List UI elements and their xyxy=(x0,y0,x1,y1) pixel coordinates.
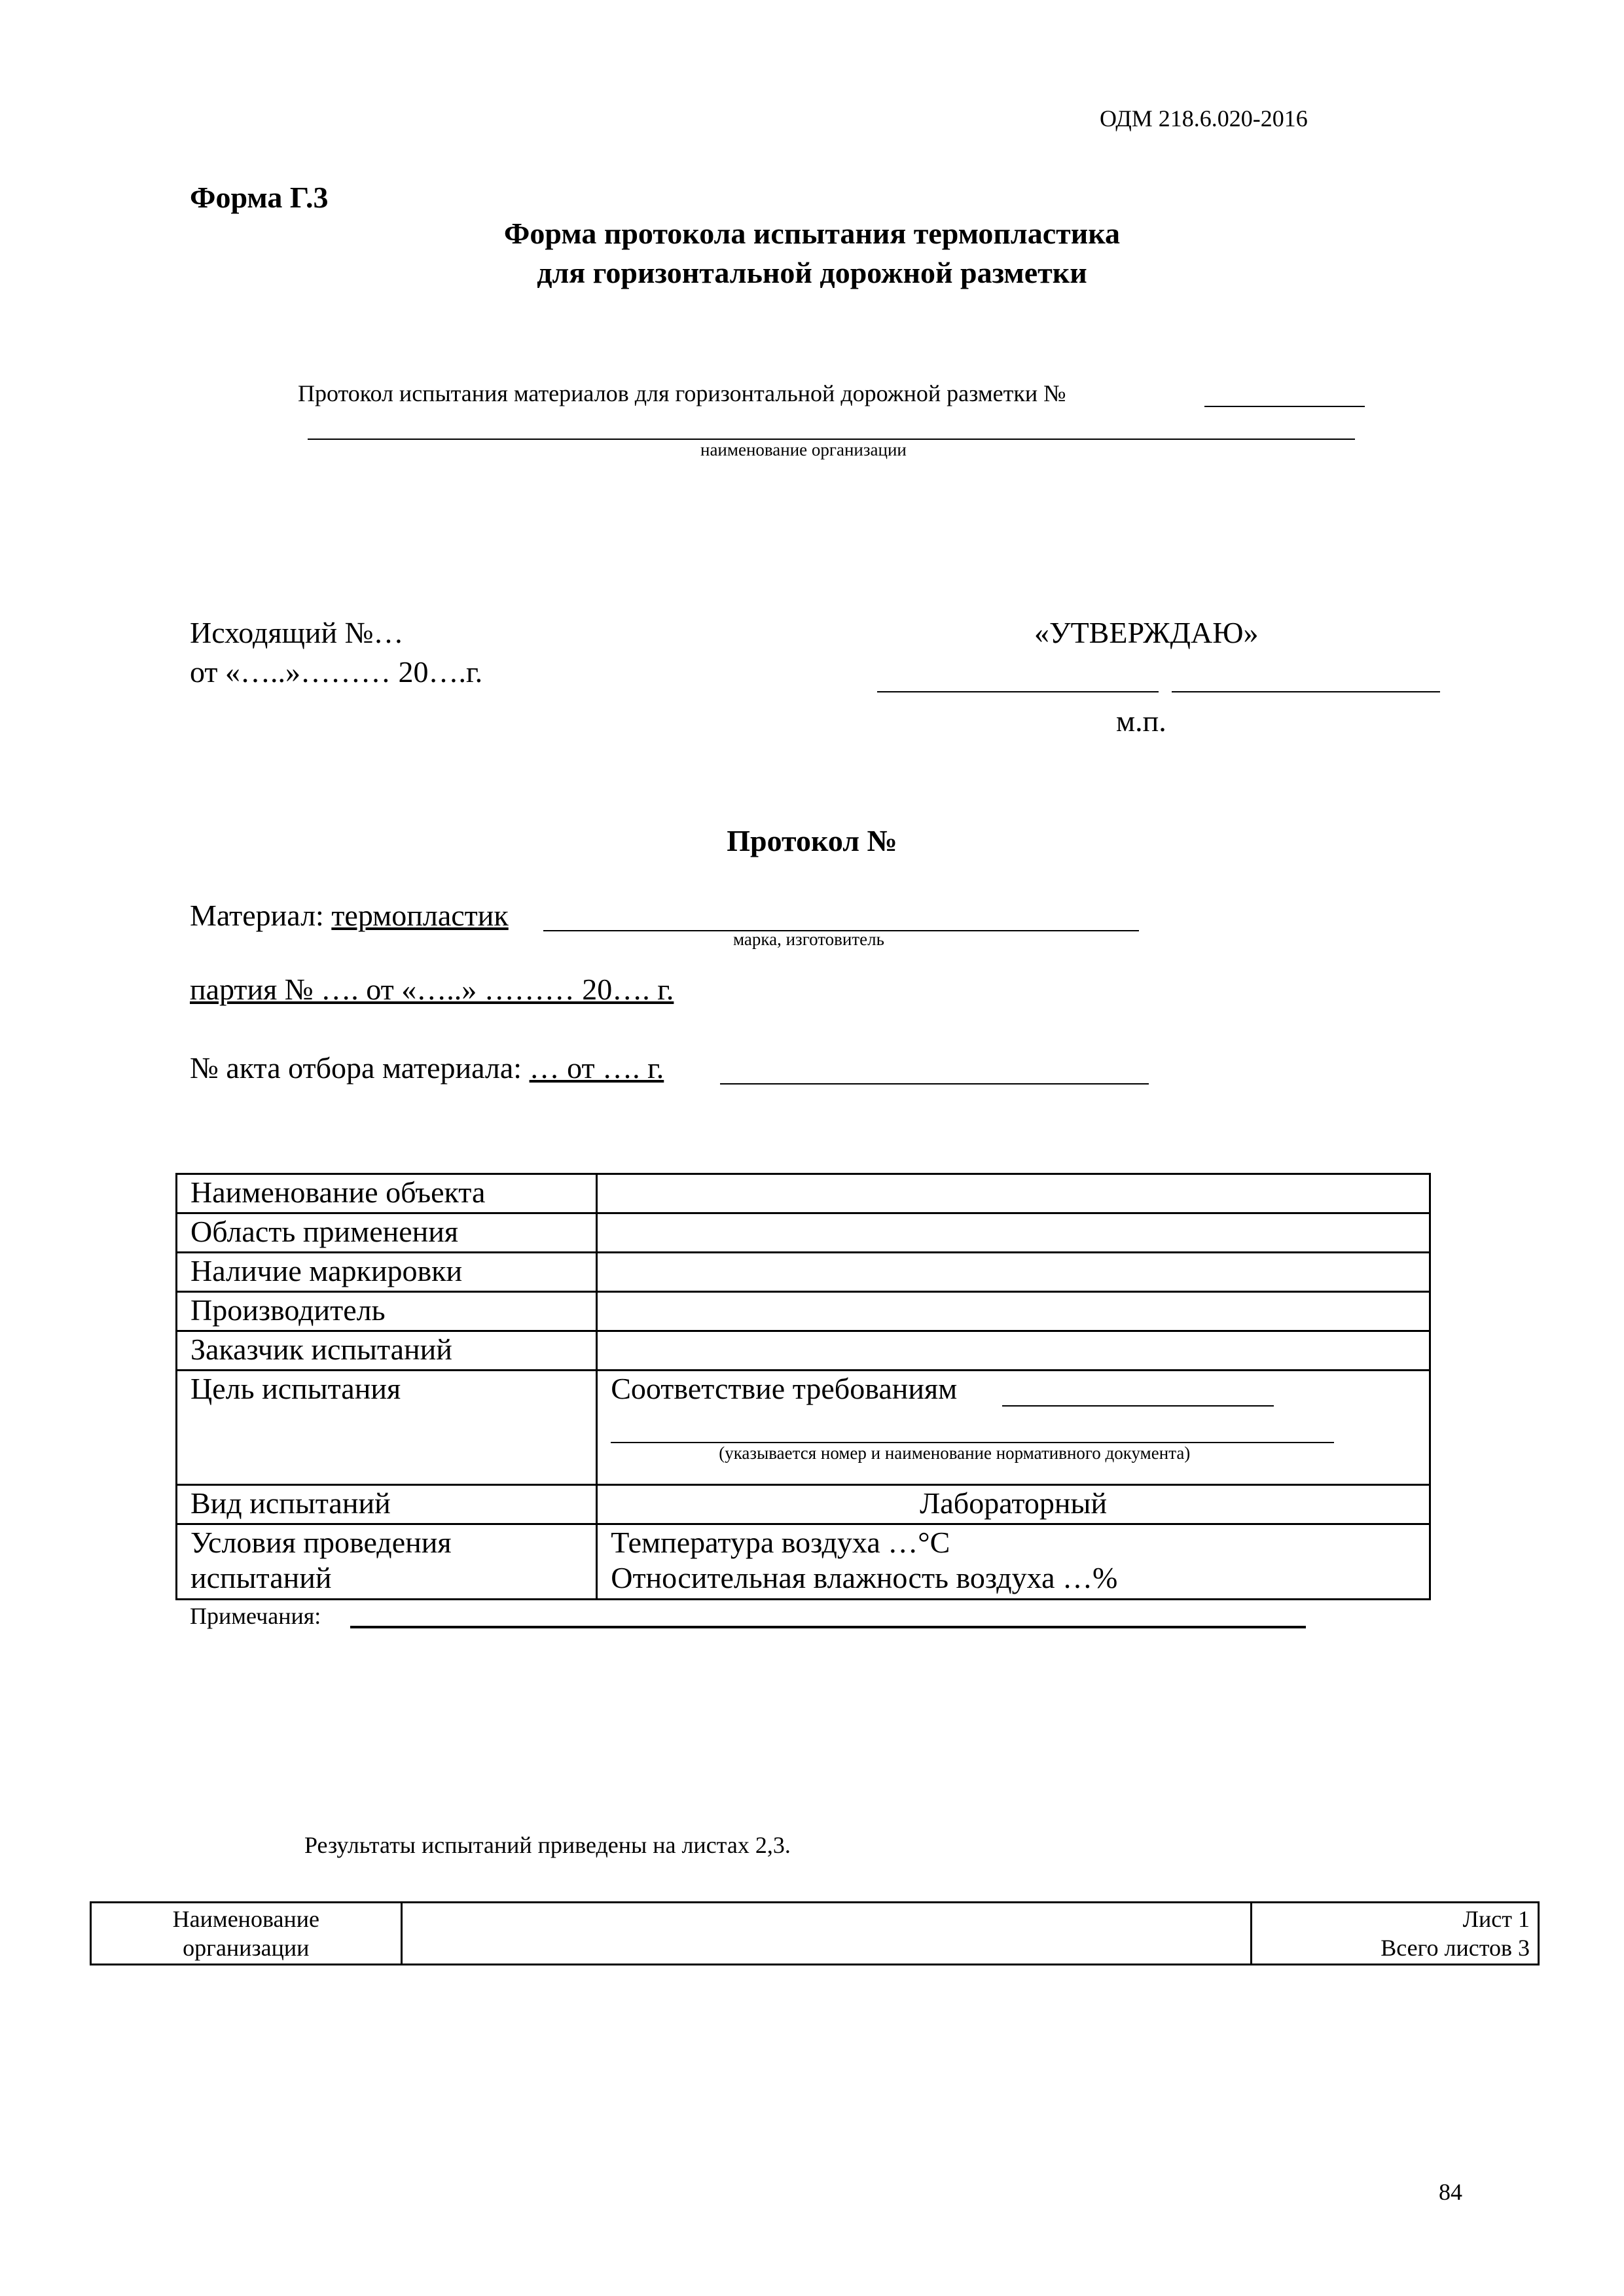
material-caption: марка, изготовитель xyxy=(733,929,884,949)
footer-org-line-2: организации xyxy=(183,1935,310,1961)
table-row xyxy=(177,1292,1430,1331)
table-row xyxy=(177,1253,1430,1292)
row-value xyxy=(597,1213,1430,1253)
form-label: Форма Г.3 xyxy=(190,181,329,214)
row-value xyxy=(597,1292,1430,1331)
table-row xyxy=(177,1213,1430,1253)
batch-line: партия № …. от «…..» ……… 20…. г. xyxy=(190,973,674,1006)
table-row xyxy=(177,1174,1430,1213)
footer-sheet: Лист 1 xyxy=(1462,1906,1530,1932)
protocol-header-text: Протокол испытания материалов для горизонтальной дорожной разметки № xyxy=(298,380,1066,406)
material-label: Материал: xyxy=(190,899,324,932)
table-row-goal xyxy=(177,1371,1430,1485)
table-row-type xyxy=(177,1485,1430,1524)
notes-label: Примечания: xyxy=(190,1603,321,1629)
act-label: № акта отбора материала: xyxy=(190,1051,522,1085)
material-value: термопластик xyxy=(331,899,509,932)
title-line-2: для горизонтальной дорожной разметки xyxy=(537,256,1087,289)
outgoing-date: от «…..»……… 20….г. xyxy=(190,655,483,689)
row-label: Наименование объекта xyxy=(177,1174,597,1213)
humidity-value: Относительная влажность воздуха …% xyxy=(611,1561,1118,1594)
conditions-label-line-1: Условия проведения xyxy=(190,1526,452,1559)
footer-table xyxy=(90,1901,1540,1965)
row-label: Заказчик испытаний xyxy=(177,1331,597,1371)
footer-blank xyxy=(401,1903,1251,1965)
goal-cell xyxy=(597,1371,1430,1485)
protocol-number-blank xyxy=(1204,406,1365,407)
type-label: Вид испытаний xyxy=(177,1485,597,1524)
act-row xyxy=(190,1050,664,1085)
protocol-number-title: Протокол № xyxy=(727,824,897,857)
row-label: Производитель xyxy=(177,1292,597,1331)
footer-organization xyxy=(91,1903,402,1965)
footer-total: Всего листов 3 xyxy=(1380,1935,1530,1961)
footer-sheet-info xyxy=(1251,1903,1539,1965)
footer-org-line-1: Наименование xyxy=(172,1906,319,1932)
approve-signature-line xyxy=(877,691,1159,692)
footer-row xyxy=(91,1903,1539,1965)
document-code: ОДМ 218.6.020-2016 xyxy=(1100,105,1308,132)
table-row xyxy=(177,1331,1430,1371)
conditions-label-line-2: испытаний xyxy=(190,1561,332,1594)
goal-blank xyxy=(1002,1405,1274,1407)
row-label: Наличие маркировки xyxy=(177,1253,597,1292)
material-row xyxy=(190,898,509,933)
goal-label: Цель испытания xyxy=(177,1371,597,1485)
table-row-conditions xyxy=(177,1524,1430,1600)
title-line-1: Форма протокола испытания термопластика xyxy=(503,217,1121,250)
results-text: Результаты испытаний приведены на листах 2,3. xyxy=(304,1832,791,1858)
page-number: 84 xyxy=(1439,2179,1462,2205)
goal-caption: (указывается номер и наименование нормативного документа) xyxy=(719,1443,1191,1463)
row-value xyxy=(597,1174,1430,1213)
act-line xyxy=(720,1083,1149,1085)
info-table xyxy=(175,1173,1431,1600)
notes-line xyxy=(350,1626,1306,1628)
row-value xyxy=(597,1331,1430,1371)
seal-label: м.п. xyxy=(1116,704,1166,738)
approve-label: «УТВЕРЖДАЮ» xyxy=(1034,616,1259,649)
organization-caption: наименование организации xyxy=(700,440,907,459)
type-value: Лабораторный xyxy=(597,1485,1430,1524)
row-label: Область применения xyxy=(177,1213,597,1253)
goal-value: Соответствие требованиям xyxy=(611,1372,958,1405)
conditions-label xyxy=(177,1524,597,1600)
outgoing-number: Исходящий №… xyxy=(190,616,404,649)
conditions-value xyxy=(597,1524,1430,1600)
row-value xyxy=(597,1253,1430,1292)
temperature-value: Температура воздуха …°С xyxy=(611,1526,950,1559)
approve-name-line xyxy=(1172,691,1440,692)
act-value: … от …. г. xyxy=(529,1051,664,1085)
